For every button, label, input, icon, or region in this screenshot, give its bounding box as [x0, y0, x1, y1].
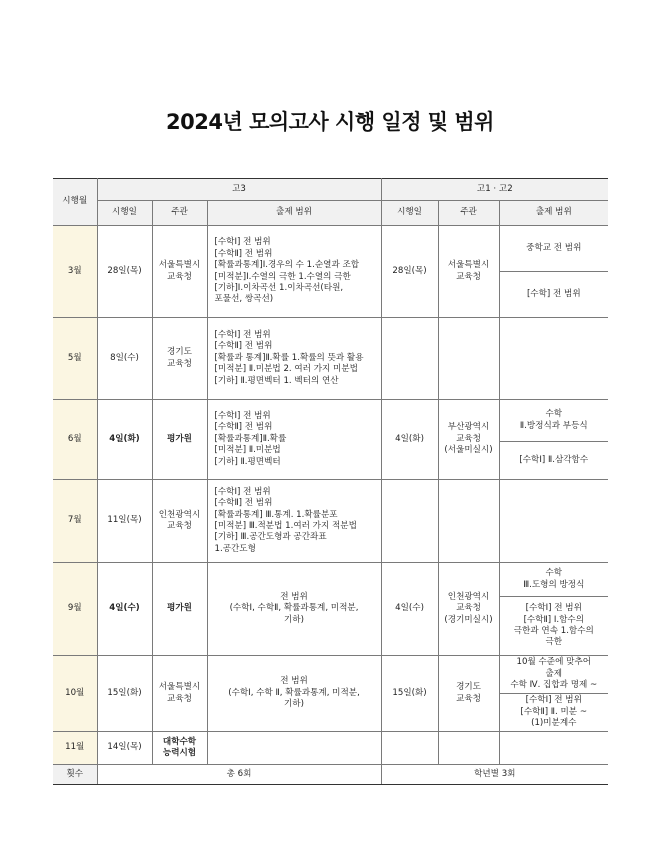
header-g3-date: 시행일: [97, 201, 152, 226]
g12-host-cell: 부산광역시 교육청 (서울미실시): [438, 400, 499, 480]
g12-date-cell: [381, 480, 438, 563]
g12-scope-cell: [499, 318, 608, 400]
g12-date-cell: 28일(목): [381, 226, 438, 318]
table-row: [53, 226, 608, 272]
g12-date-cell: 15일(화): [381, 656, 438, 732]
table-row: [53, 400, 608, 442]
g3-host-cell: 평가원: [152, 400, 207, 480]
g12-scope-cell-a: 수학 Ⅲ.도형의 방정식: [499, 563, 608, 597]
g12-host-cell: [438, 732, 499, 765]
g12-scope-cell: [499, 732, 608, 765]
g12-date-cell: [381, 732, 438, 765]
header-go3: 고3: [97, 179, 381, 201]
g3-scope-cell: 전 범위 (수학Ⅰ, 수학 Ⅱ, 확률과통계, 미적분, 기하): [207, 656, 381, 732]
g3-scope-cell: [207, 732, 381, 765]
g12-scope-cell-b: [수학Ⅰ] Ⅱ.삼각함수: [499, 442, 608, 480]
month-cell: 7월: [53, 480, 97, 563]
g3-date-cell: 4일(화): [97, 400, 152, 480]
table-row: [53, 656, 608, 694]
header-month: 시행월: [53, 179, 97, 226]
month-cell: 11월: [53, 732, 97, 765]
g12-host-cell: [438, 318, 499, 400]
g3-date-cell: 28일(목): [97, 226, 152, 318]
g12-scope-cell-b: [수학] 전 범위: [499, 272, 608, 318]
g3-scope-cell: [수학Ⅰ] 전 범위 [수학Ⅱ] 전 범위 [확률과통계]Ⅱ.확률 [미적분] Ⅱ.미분법 [기하] Ⅱ.평면벡터: [207, 400, 381, 480]
g12-host-cell: 인천광역시 교육청 (경기미실시): [438, 563, 499, 656]
month-cell: 9월: [53, 563, 97, 656]
month-cell: 10월: [53, 656, 97, 732]
g12-scope-cell: [499, 480, 608, 563]
month-cell: 6월: [53, 400, 97, 480]
table-footer-row: [53, 765, 608, 785]
footer-label: 횟수: [53, 765, 97, 785]
g12-date-cell: 4일(수): [381, 563, 438, 656]
g3-host-cell: 대학수학 능력시험: [152, 732, 207, 765]
g3-scope-cell: [수학Ⅰ] 전 범위 [수학Ⅱ] 전 범위 [확률과통계]Ⅰ.경우의 수 1.순열과 조합 [미적분]Ⅰ.수열의 극한 1.수열의 극한 [기하]Ⅰ.이차곡선 1.이차곡선(타원, 포물선, 쌍곡선): [207, 226, 381, 318]
g3-date-cell: 14일(목): [97, 732, 152, 765]
g12-host-cell: 서울특별시 교육청: [438, 226, 499, 318]
header-g12-scope: 출제 범위: [499, 201, 608, 226]
table-row: [53, 732, 608, 765]
header-go12: 고1 · 고2: [381, 179, 608, 201]
exam-schedule-table: [53, 178, 608, 785]
g12-host-cell: 경기도 교육청: [438, 656, 499, 732]
g12-scope-cell-a: 중학교 전 범위: [499, 226, 608, 272]
g3-host-cell: 경기도 교육청: [152, 318, 207, 400]
page-title: 2024년 모의고사 시행 일정 및 범위: [166, 110, 494, 134]
header-g3-host: 주관: [152, 201, 207, 226]
g12-scope-cell-a: 10월 수준에 맞추어 출제 수학 Ⅳ. 집합과 명제 ~: [499, 656, 608, 694]
table-row: [53, 318, 608, 400]
table-row: [53, 563, 608, 597]
g3-date-cell: 15일(화): [97, 656, 152, 732]
g3-scope-cell: [수학Ⅰ] 전 범위 [수학Ⅱ] 전 범위 [확률과통계] Ⅲ.통계. 1.확률분포 [미적분] Ⅲ.적분법 1.여러 가지 적분법 [기하] Ⅲ.공간도형과 공간좌표 1.공간도형: [207, 480, 381, 563]
g3-host-cell: 인천광역시 교육청: [152, 480, 207, 563]
g3-scope-cell: [수학Ⅰ] 전 범위 [수학Ⅱ] 전 범위 [확률과 통계]Ⅱ.확률 1.확률의 뜻과 활용 [미적분] Ⅱ.미분법 2. 여러 가지 미분법 [기하] Ⅱ.평면벡터 1. 벡터의 연산: [207, 318, 381, 400]
g3-host-cell: 서울특별시 교육청: [152, 226, 207, 318]
footer-g3-total: 총 6회: [97, 765, 381, 785]
g12-host-cell: [438, 480, 499, 563]
header-g12-host: 주관: [438, 201, 499, 226]
g12-scope-cell-b: [수학Ⅰ] 전 범위 [수학Ⅱ] Ⅰ.함수의 극한과 연속 1.함수의 극한: [499, 597, 608, 656]
g3-date-cell: 4일(수): [97, 563, 152, 656]
table-row: [53, 480, 608, 563]
g12-scope-cell-b: [수학Ⅰ] 전 범위 [수학Ⅱ] Ⅱ. 미분 ~ (1)미분계수: [499, 694, 608, 732]
g3-host-cell: 평가원: [152, 563, 207, 656]
month-cell: 5월: [53, 318, 97, 400]
month-cell: 3월: [53, 226, 97, 318]
g12-date-cell: [381, 318, 438, 400]
g3-host-cell: 서울특별시 교육청: [152, 656, 207, 732]
footer-g12-total: 학년별 3회: [381, 765, 608, 785]
g3-scope-cell: 전 범위 (수학Ⅰ, 수학Ⅱ, 확률과통계, 미적분, 기하): [207, 563, 381, 656]
g3-date-cell: 11일(목): [97, 480, 152, 563]
g12-date-cell: 4일(화): [381, 400, 438, 480]
g3-date-cell: 8일(수): [97, 318, 152, 400]
header-g3-scope: 출제 범위: [207, 201, 381, 226]
g12-scope-cell-a: 수학 Ⅱ.방정식과 부등식: [499, 400, 608, 442]
header-g12-date: 시행일: [381, 201, 438, 226]
